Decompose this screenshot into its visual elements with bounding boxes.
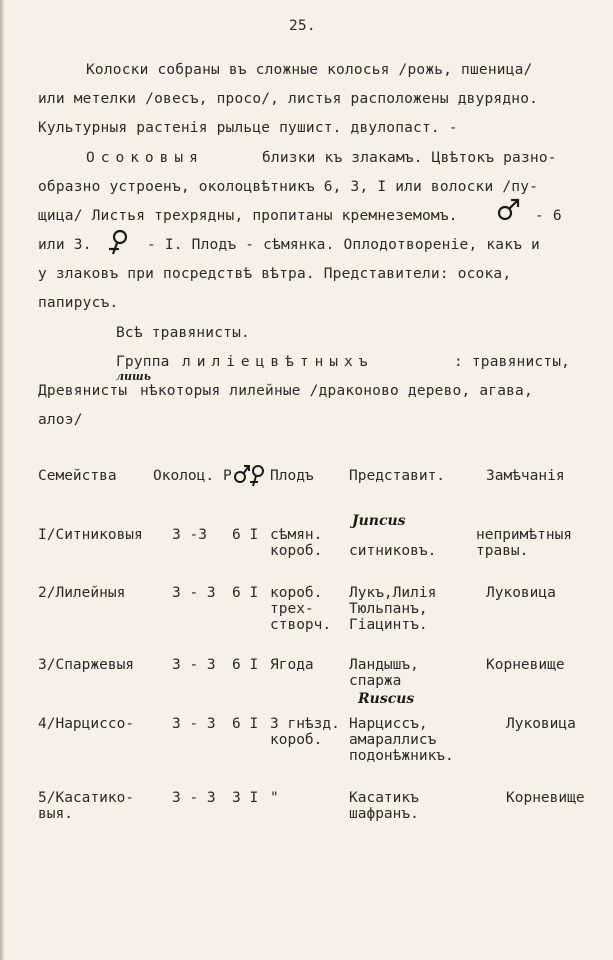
header-fruit: Плодъ [270,468,314,484]
text-line: Группа [116,354,170,370]
cell-representatives: Лукъ,Лилія [349,585,437,601]
page-number: 25. [289,18,316,34]
male-symbol-icon [496,196,522,222]
cell-family: I/Ситниковыя [38,527,143,543]
text-line: алоэ/ [38,412,83,428]
cell-family: выя. [38,806,73,822]
header-representatives: Представит. [349,468,446,484]
cell-fruit: сѣмян. [270,527,323,543]
cell-family: 3/Спаржевыя [38,657,135,673]
page-edge-shadow [0,0,5,960]
cell-fruit: 3 гнѣзд. [270,716,340,732]
text-line: образно устроенъ, околоцвѣтникъ 6, 3, I или волоски /пу- [38,179,539,195]
cell-fruit: створч. [270,617,332,633]
handwritten-insert: лишь [116,370,151,383]
cell-representatives: подонѣжникъ. [349,748,454,764]
cell-representatives: Нарциссъ, [349,716,428,732]
text-line: нѣкоторыя лилейные /драконово дерево, агава, [140,383,533,399]
cell-family: 5/Касатико- [38,790,135,806]
text-line: или метелки /овесъ, просо/, листья расположены двурядно. [38,91,539,107]
cell-representatives: амараллисъ [349,732,437,748]
cell-representatives: Тюльпанъ, [349,601,428,617]
text-line: у злаковъ при посредствѣ вѣтра. Представители: осока, [38,266,512,282]
cell-fruit: короб. [270,585,323,601]
cell-remarks: Корневище [506,790,585,806]
cell-representatives: Гіацинтъ. [349,617,428,633]
cell-perianth: 3 - 3 [172,790,216,806]
cell-representatives: ситниковъ. [349,543,437,559]
cell-stamens: 6 I [232,527,259,543]
text-line: Всѣ травянисты. [116,325,250,341]
text-line: щица/ Листья трехрядны, пропитаны кремнеземомъ. [38,208,458,224]
cell-fruit: " [270,790,279,806]
female-symbol-icon [106,228,130,256]
cell-representatives: Ландышъ, [349,657,419,673]
text-line: папирусъ. [38,295,119,311]
cell-stamens: 3 I [232,790,259,806]
cell-representatives: шафранъ. [349,806,419,822]
emphasized-term: Осоковыя [86,150,204,166]
sex-symbols-icon [232,462,268,488]
cell-remarks: травы. [476,543,529,559]
text-line: - 6 [535,208,562,224]
cell-family: 2/Лилейныя [38,585,126,601]
text-line: или 3. [38,237,92,253]
header-perianth-suffix: Р [223,468,232,484]
cell-remarks: Корневище [486,657,565,673]
text-line: Древянисты [38,383,128,399]
cell-stamens: 6 I [232,716,259,732]
text-line: Колоски собраны въ сложные колосья /рожь, пшеница/ [86,62,533,78]
text-line: Культурныя растенія рыльце пушист. двулопаст. - [38,120,458,136]
handwritten-note: Ruscus [358,691,415,707]
cell-stamens: 6 I [232,585,259,601]
cell-representatives: Касатикъ [349,790,419,806]
cell-fruit: Ягода [270,657,314,673]
header-remarks: Замѣчанія [486,468,565,484]
cell-fruit: короб. [270,732,323,748]
cell-remarks: Луковица [506,716,576,732]
cell-fruit: трех- [270,601,314,617]
cell-family: 4/Нарциссо- [38,716,135,732]
cell-perianth: 3 -3 [172,527,207,543]
text-line: : травянисты, [454,354,571,370]
emphasized-term: лиліецвѣтныхъ [182,354,374,370]
cell-fruit: короб. [270,543,323,559]
cell-perianth: 3 - 3 [172,716,216,732]
cell-perianth: 3 - 3 [172,585,216,601]
cell-remarks: непримѣтныя [476,527,573,543]
header-family: Семейства [38,468,117,484]
cell-stamens: 6 I [232,657,259,673]
cell-representatives: спаржа [349,673,402,689]
header-perianth: Околоц. [153,468,215,484]
handwritten-note: Juncus [352,513,406,529]
text-line: - I. Плодъ - сѣмянка. Оплодотвореніе, какъ и [147,237,540,253]
cell-perianth: 3 - 3 [172,657,216,673]
text-line: близки къ злакамъ. Цвѣтокъ разно- [262,150,557,166]
cell-remarks: Луковица [486,585,556,601]
